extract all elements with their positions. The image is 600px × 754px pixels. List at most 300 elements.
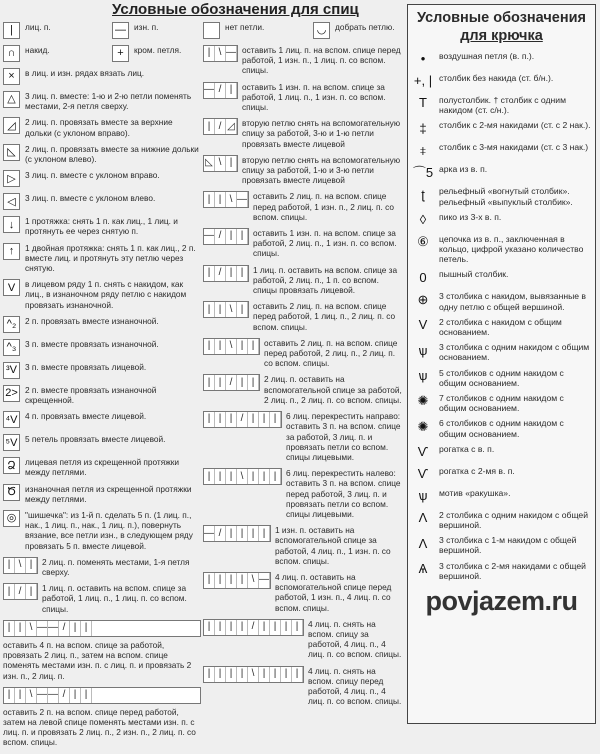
chart-cell: / [215,526,226,541]
chart-cell: — [37,621,48,636]
legend-text: лиц. п. [25,22,51,32]
chart-cell: | [81,621,92,636]
chart-cell: | [70,621,81,636]
legend-text: 4 лиц. п. снять на вспом. спицу за работой, 4 лиц. п., 4 лиц. п. со вспом. спицы. [308,618,402,660]
legend-text: пико из 3-х в. п. [439,211,502,222]
legend-entry [203,82,403,113]
crochet-list [412,51,591,581]
legend-entry [412,212,591,229]
chart-cell: | [215,573,226,588]
cable-chart-icon [203,619,304,636]
legend-entry [412,466,591,483]
chart-cell: | [259,412,270,427]
relief-icon: ʈ [421,186,425,202]
legend-text: 7 столбиков с одним накидом с общим основанием. [439,393,564,414]
legend-entry [203,619,403,660]
legend-entry [203,301,403,332]
legend-entry [412,142,591,159]
legend-text: 1 лиц. п. оставить на вспом. спице за работой, 2 лиц. п., 1 п. со вспом. спицы провязать лицевой. [253,264,398,296]
legend-text: 1 протяжка: снять 1 п. как лиц., 1 лиц. и протянуть ее через снятую п. [25,216,178,237]
legend-text: "шишечка": из 1-й п. сделать 5 п. (1 лиц. п., нак., 1 лиц. п., нак., 1 лиц. п.), повернуть вязание, все петли изн., в следующем ряду провязать 5 п. вместе лицевой. [25,510,193,551]
legend-text: 3 лиц. п. вместе с уклоном вправо. [25,170,160,181]
fan-5-icon: ѱ [418,368,428,384]
chart-cell: | [248,375,259,390]
chart-cell: | [204,119,215,134]
chart-cell: | [281,620,292,635]
legend-entry [3,687,201,748]
chart-cell: | [270,412,281,427]
legend-text: 1 двойная протяжка: снять 1 п. как лиц., 2 п. вместе лиц. и протянуть эту петлю через снятую. [25,242,196,274]
chart-cell: — [204,83,215,98]
legend-text: 2 п. провязать вместе изнаночной. [25,315,159,326]
legend-text: мотив «ракушка». [439,487,511,498]
chart-cell: — [226,46,237,61]
chart-cell: \ [215,156,226,171]
double-treble-icon: ⧧ [419,142,427,158]
chart-cell: | [270,469,281,484]
chart-cell: \ [226,302,237,317]
cable-chart-icon [3,557,38,574]
cable-chart-icon [203,155,238,172]
legend-entry [412,342,591,362]
legend-entry [203,572,403,613]
cable-chart-icon [203,338,260,355]
legend-entry [3,22,92,39]
legend-pair [203,22,403,45]
legend-text: 1 изн. п. оставить на вспомогательной спице за работой, 4 лиц. п., 1 изн. п. со вспом. спицы. [275,525,391,566]
knit-icon: | [3,22,20,39]
v-slip-icon: V [3,279,20,296]
legend-entry [203,45,403,76]
legend-text: нет петли. [225,22,265,32]
arrow-down-icon: ↓ [3,216,20,233]
legend-text: оставить 1 изн. п. на вспом. спице за работой, 2 лиц. п., 1 изн. п. со вспом. спицы. [253,228,397,259]
legend-entry [203,411,403,462]
legend-text: пышный столбик. [439,269,509,280]
left-slant-icon: ◺ [3,144,20,161]
cable-chart-icon [203,118,238,135]
legend-entry [3,68,201,85]
legend-text: в лицевом ряду 1 п. снять с накидом, как лиц., в изнаночном ряду петлю с накидом провязать изнаночной. [25,279,187,310]
legend-text: цепочка из в. п., заключенная в кольцо, цифрой указано количество петель. [439,233,584,265]
dec-3-icon: Λ [418,535,428,551]
right-slant-icon: ◿ [3,117,20,134]
knit-5-tog-icon: ⁵V [3,434,20,451]
legend-text: 3 лиц. п. вместе: 1-ю и 2-ю петли поменять местами, 2-я петля сверху. [25,91,192,112]
legend-text: 6 лиц. перекрестить направо: оставить 3 п. на вспом. спице за работой, 3 лиц. п. и провязать петли со вспом. спицы лицевыми. [286,411,401,462]
legend-entry [412,368,591,388]
chart-cell: | [226,573,237,588]
legend-entry [203,525,403,566]
legend-text: 1 лиц. п. оставить на вспом. спице за работой, 1 лиц. п., 1 лиц. п. со вспом. спицы. [42,583,187,614]
chart-cell: \ [15,558,26,573]
chart-cell: ◺ [204,156,215,171]
legend-text: добрать петлю. [335,22,395,32]
legend-text: 4 лиц. п. оставить на вспомогательной спице перед работой, 1 изн. п., 4 лиц. п. со вспом. спицы. [275,571,392,613]
legend-text: оставить 1 лиц. п. на вспом. спице перед работой, 1 изн. п., 1 лиц. п. со вспом. спицы. [242,45,401,76]
chart-cell: \ [215,46,226,61]
legend-entry [412,120,591,137]
legend-entry [203,468,403,519]
legend-entry [3,557,201,577]
legend-entry [3,170,201,187]
cable-chart-icon [203,525,271,542]
legend-text: 3 п. вместе провязать лицевой. [25,361,147,372]
bobble-icon: ◎ [3,510,20,527]
ring-icon: ⑥ [417,234,429,250]
crochet-title [412,9,591,45]
cable-chart-icon [203,301,249,318]
legend-entry [3,385,201,405]
legend-text: 3 п. вместе провязать изнаночной. [25,338,159,349]
chart-cell: / [248,620,259,635]
chart-cell: \ [248,667,259,682]
chart-cell: | [270,620,281,635]
treble-icon: ‡ [419,120,427,136]
legend-text: столбик с 3-мя накидами (ст. с 3 нак.) [439,142,589,153]
legend-entry [3,434,201,451]
chart-cell: | [215,412,226,427]
legend-entry [412,317,591,337]
chart-cell: / [226,375,237,390]
single-crochet-icon: +, | [413,73,433,89]
legend-text: воздушная петля (в. п.). [439,51,535,61]
chart-cell: | [226,620,237,635]
chart-cell: | [26,558,37,573]
chart-cell: | [215,302,226,317]
chart-cell: \ [226,192,237,207]
chart-cell: | [292,620,303,635]
chart-cell: | [237,229,248,244]
no-stitch-icon [203,22,220,39]
pick-up-icon: ◡ [313,22,330,39]
chart-cell: — [48,621,59,636]
knitting-symbols-left [3,22,201,754]
chart-cell: / [15,584,26,599]
chart-cell: — [204,526,215,541]
cable-chart-icon [203,191,249,208]
legend-text: рельефный «вогнутый столбик». рельефный «выпуклый столбик». [439,186,573,207]
chart-cell: | [26,584,37,599]
chart-cell: | [237,667,248,682]
chart-cell: | [204,192,215,207]
chart-cell: | [248,469,259,484]
chart-cell: | [215,620,226,635]
legend-entry [3,484,201,504]
fan-3-icon: ѱ [418,342,428,358]
legend-text: оставить 1 изн. п. на вспом. спице за работой, 1 лиц. п., 1 изн. п. со вспом. спицы. [242,81,386,113]
chart-cell: | [215,192,226,207]
legend-text: столбик с 2-мя накидами (ст. с 2 нак.). [439,120,591,131]
chart-cell: | [248,526,259,541]
edge-stitch-icon: + [112,45,129,62]
chart-cell: — [48,688,59,703]
half-double-icon: T [419,95,427,111]
chart-cell: | [204,266,215,281]
chart-cell: | [281,667,292,682]
chart-cell: | [204,412,215,427]
legend-text: 5 петель провязать вместе лицевой. [25,434,166,445]
chart-cell: | [226,156,237,171]
chart-cell: | [15,621,26,636]
purl-icon: — [112,22,129,39]
legend-text: 6 лиц. перекрестить налево: оставить 3 п. на вспом. спице перед работой, 3 лиц. п. и провязать петли со вспом. спицы лицевыми. [286,468,401,519]
legend-text: оставить 4 п. на вспом. спице за работой, провязать 2 лиц. п., затем на вспом. спице поменять местами изн. п. с лиц. п. и провязать 2 изн. п., 2 лиц. п. [3,639,192,681]
legend-text: рогатка с в. п. [439,443,495,454]
dec-3-tr-icon: Ѧ [418,561,428,577]
legend-entry [3,117,201,137]
arch-icon: ⌒5 [412,164,434,180]
legend-entry [3,216,201,236]
legend-text: 3 столбика с 2-мя накидами с общей вершиной. [439,560,586,581]
twisted-purl-icon: Ծ [3,484,20,501]
legend-entry [412,444,591,461]
chart-cell: | [226,83,237,98]
legend-entry [3,411,201,428]
legend-text: 2 столбика с накидом с общим основанием. [439,316,562,338]
legend-text: арка из в. п. [439,164,488,175]
chart-cell: | [204,469,215,484]
legend-text: 2 лиц. п. провязать вместе за нижние дольки (с уклоном влево). [25,143,199,165]
legend-text: 3 столбика с 1-м накидом с общей вершиной. [439,535,577,556]
knit-3-tog-icon: ³V [3,362,20,379]
twisted-knit-icon: Ձ [3,457,20,474]
chart-cell: — [37,688,48,703]
chart-cell: | [215,469,226,484]
chart-cell: | [237,526,248,541]
cable-chart-icon [3,583,38,600]
chart-cell: / [237,412,248,427]
chart-cell: — [237,192,248,207]
chart-cell: | [204,302,215,317]
legend-entry [412,393,591,413]
legend-entry [3,193,201,210]
yarn-over-icon: ∩ [3,45,20,62]
chart-cell: — [259,573,270,588]
chart-cell: | [204,375,215,390]
legend-text: 5 столбиков с одним накидом с общим основанием. [439,367,564,388]
legend-entry [203,666,403,707]
arrow-up-icon: ↑ [3,243,20,260]
legend-entry [112,45,201,62]
legend-entry [3,510,201,551]
legend-entry [412,95,591,115]
chart-cell: | [237,266,248,281]
legend-entry [203,374,403,405]
legend-entry [412,510,591,530]
chart-cell: | [226,667,237,682]
legend-entry [203,265,403,296]
watermark: povjazem.ru [425,586,578,617]
chart-cell: | [270,667,281,682]
legend-text: кром. петля. [134,45,182,55]
v-stitch-icon: V [418,317,428,333]
fan-6-icon: ✺ [417,418,429,434]
purl-2-tog-icon: ^₂ [3,316,20,333]
triangle-right-icon: ▷ [3,170,20,187]
legend-entry [313,22,403,39]
legend-pair [3,45,201,68]
purl-3-tog-icon: ^₃ [3,339,20,356]
chart-cell: / [59,688,70,703]
chart-cell: | [204,573,215,588]
chart-cell: \ [237,469,248,484]
chart-cell: | [292,667,303,682]
chart-cell: | [226,229,237,244]
fan-7-icon: ✺ [417,393,429,409]
legend-entry [412,234,591,265]
legend-text: в лиц. и изн. рядах вязать лиц. [25,68,145,78]
legend-entry [412,291,591,311]
chart-cell: | [226,412,237,427]
chart-cell: | [237,302,248,317]
chart-cell: / [215,83,226,98]
chart-cell: | [259,620,270,635]
chart-cell: | [204,339,215,354]
legend-pair [3,22,201,45]
legend-text: оставить 2 лиц. п. на вспом. спице перед работой, 2 лиц. п., 2 лиц. п. со вспом. спицы. [264,337,398,369]
chart-cell: | [4,688,15,703]
chart-cell: | [237,620,248,635]
legend-entry [3,583,201,614]
legend-text: 2 столбика с одним накидом с общей вершиной. [439,509,588,531]
purl-2-twisted-icon: 2> [3,385,20,402]
legend-text: вторую петлю снять на вспомогательную спицу за работой, 3-ю и 1-ю петли провязать вместе лицевой [242,118,401,149]
chart-cell: | [226,469,237,484]
cross-icon: × [3,68,20,85]
legend-text: рогатка с 2-мя в. п. [439,465,515,476]
cable-chart-icon [203,411,282,428]
legend-text: 6 столбиков с одним накидом с общим основанием. [439,418,564,439]
cable-chart-icon [203,265,249,282]
legend-entry [3,144,201,164]
cable-chart-icon [203,228,249,245]
chart-cell: | [70,688,81,703]
chart-cell: \ [26,621,37,636]
chart-cell: — [204,229,215,244]
legend-text: оставить 2 п. на вспом. спице перед работой, затем на левой спице поменять местами изн. п. с лиц. п. и провязать 2 лиц. п., 2 изн. п., 2 лиц. п. со вспом. спицы. [3,706,196,748]
legend-entry [412,561,591,581]
legend-text: вторую петлю снять на вспомогательную спицу за работой, 1-ю и 3-ю петли провязать вместе лицевой [242,154,401,186]
legend-text: изн. п. [134,22,159,32]
legend-entry [3,316,201,333]
legend-entry [412,186,591,206]
chart-cell: | [4,558,15,573]
legend-text: столбик без накида (ст. б/н.). [439,73,554,83]
chart-cell: | [259,667,270,682]
chart-cell: | [237,339,248,354]
cable-chart-icon [3,620,201,637]
chart-cell: | [226,526,237,541]
legend-entry [203,118,403,149]
chart-cell: | [259,526,270,541]
chart-cell: / [215,266,226,281]
chart-cell: | [204,620,215,635]
slingshot-2-icon: Ѵ [417,466,429,482]
chart-cell: / [59,621,70,636]
chart-cell: \ [226,339,237,354]
shell-icon: ѱ [418,488,428,504]
crochet-symbols-panel [407,4,596,724]
chart-cell: ◿ [226,119,237,134]
legend-entry [203,191,403,222]
chart-cell: | [237,375,248,390]
chart-cell: / [215,119,226,134]
triangle-icon: △ [3,91,20,108]
knitting-symbols-middle [203,22,403,712]
cable-chart-icon [203,374,260,391]
chart-cell: | [248,339,259,354]
chart-cell: | [215,339,226,354]
chart-cell: | [4,621,15,636]
legend-text: 2 лиц. п. поменять местами, 1-я петля сверху. [42,556,190,578]
legend-entry [203,155,403,186]
legend-entry [3,339,201,356]
legend-entry [3,620,201,681]
legend-entry [3,91,201,111]
legend-entry [203,22,293,39]
chain-dot-icon: • [420,51,426,67]
legend-text: лицевая петля из скрещенной протяжки между петлями. [25,457,180,478]
legend-entry [412,418,591,438]
legend-text: полустолбик. † столбик с одним накидом (ст. с/н.). [439,95,566,116]
chart-cell: \ [248,573,259,588]
chart-cell: | [248,412,259,427]
legend-text: 2 п. вместе провязать изнаночной скрещенной. [25,384,157,406]
legend-text: 3 столбика с накидом, вывязанные в одну петлю с общей вершиной. [439,291,586,312]
chart-cell: | [215,375,226,390]
legend-entry [412,73,591,90]
legend-entry [412,535,591,555]
legend-text: оставить 2 лиц. п. на вспом. спице перед работой, 1 изн. п., 2 лиц. п. со вспом. спицы. [253,191,394,222]
legend-text: изнаночная петля из скрещенной протяжки между петлями. [25,483,192,504]
legend-text: 3 лиц. п. вместе с уклоном влево. [25,193,156,204]
cable-chart-icon [203,666,304,683]
cable-chart-icon [203,45,238,62]
cable-chart-icon [203,82,238,99]
legend-text: 2 лиц. п. провязать вместе за верхние дольки (с уклоном вправо). [25,117,173,138]
chart-cell: | [215,667,226,682]
chart-cell: | [204,667,215,682]
chart-cell: | [4,584,15,599]
legend-entry [112,22,201,39]
triangle-left-icon: ◁ [3,193,20,210]
legend-text: 4 п. провязать вместе лицевой. [25,411,147,422]
knit-4-tog-icon: ⁴V [3,411,20,428]
legend-entry [3,362,201,379]
legend-entry [412,488,591,505]
legend-entry [203,228,403,259]
legend-text: 2 лиц. п. оставить на вспомогательной спице за работой, 2 лиц. п., 2 лиц. п. со вспом. спицы. [264,374,402,405]
chart-cell: | [204,46,215,61]
legend-entry [203,338,403,369]
legend-text: 4 лиц. п. снять на вспом. спицу перед работой, 4 лиц. п., 4 лиц. п. со вспом. спицы. [308,665,402,707]
cable-chart-icon [203,572,271,589]
slingshot-icon: Ѵ [417,444,429,460]
dec-2-icon: Λ [418,510,428,526]
legend-entry [412,164,591,181]
chart-cell: \ [26,688,37,703]
legend-entry [412,269,591,286]
chart-cell: | [237,573,248,588]
cable-chart-icon [3,687,201,704]
crochet-title-line1: Условные обозначения [417,10,586,26]
legend-entry [3,243,201,274]
picot-icon: ◊ [419,212,427,228]
chart-cell: / [215,229,226,244]
page-title: Условные обозначения для спиц [112,1,359,18]
legend-text: оставить 2 лиц. п. на вспом. спице перед работой, 1 лиц. п., 2 лиц. п. со вспом. спицы. [253,301,396,332]
